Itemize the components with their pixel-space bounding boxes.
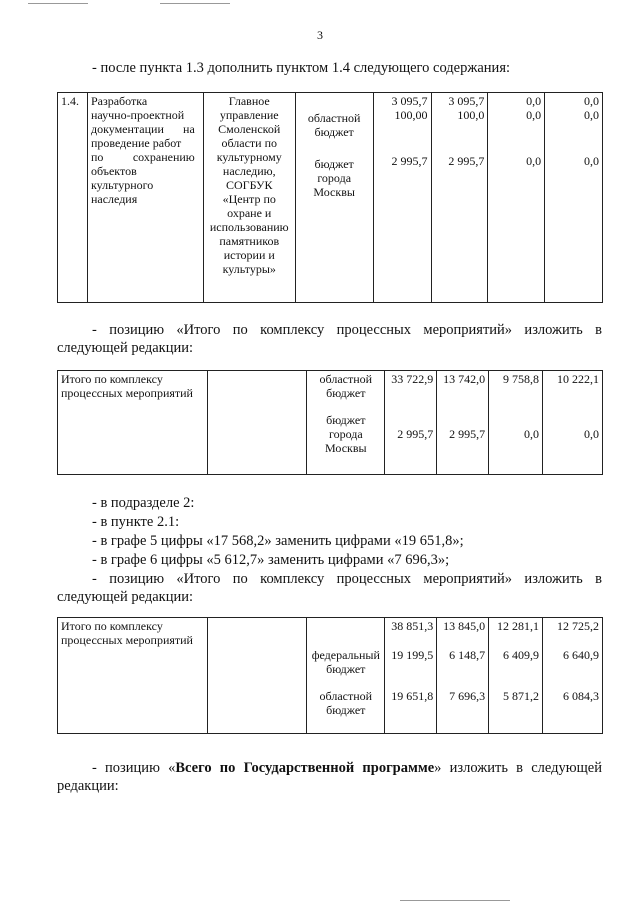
item-number: 1.4. (58, 93, 88, 303)
value-col-4: 12 725,2 6 640,9 6 084,3 (543, 618, 603, 734)
table-1 (57, 92, 603, 303)
program-name-bold: Всего по Государственной программе (175, 760, 435, 776)
paragraph-2: - позицию «Итого по комплексу процессных мероприятий» изложить в (92, 322, 602, 338)
value-col-2: 13 845,0 6 148,7 7 696,3 (437, 618, 489, 734)
paragraph-4: - позицию «Всего по Государственной программе» изложить в следующей (92, 760, 602, 776)
value-col-4: 10 222,1 0,0 (543, 371, 603, 475)
scan-mark (28, 3, 88, 4)
paragraph-4-cont: редакции: (57, 778, 119, 794)
value-col-1: 3 095,7 100,00 2 995,7 (373, 93, 431, 303)
funding-source-cell: областной бюджет бюджет города Москвы (307, 371, 385, 475)
item-name: Разработка научно-проектной документации на проведение работ по сохранению объектов культурного наследия (87, 93, 203, 303)
bullet-1: - в подразделе 2: (92, 495, 195, 511)
value-col-1: 38 851,3 19 199,5 19 651,8 (385, 618, 437, 734)
total-name: Итого по комплексу процессных мероприятий (58, 371, 208, 475)
value-col-2: 3 095,7 100,0 2 995,7 (431, 93, 488, 303)
value-col-2: 13 742,0 2 995,7 (437, 371, 489, 475)
total-name: Итого по комплексу процессных мероприятий (58, 618, 208, 734)
paragraph-3-cont: следующей редакции: (57, 589, 194, 605)
paragraph-2-cont: следующей редакции: (57, 340, 194, 356)
value-col-3: 9 758,8 0,0 (489, 371, 543, 475)
funding-source-cell: федеральный бюджет областной бюджет (307, 618, 385, 734)
scan-mark (160, 3, 230, 4)
value-col-1: 33 722,9 2 995,7 (385, 371, 437, 475)
bullet-3: - в графе 5 цифры «17 568,2» заменить цифрами «19 651,8»; (92, 533, 464, 549)
value-col-3: 0,0 0,0 0,0 (488, 93, 545, 303)
bullet-2: - в пункте 2.1: (92, 514, 180, 530)
page-number: 3 (317, 28, 323, 42)
value-col-4: 0,0 0,0 0,0 (545, 93, 603, 303)
funding-source-cell: областной бюджет бюджет города Москвы (295, 93, 373, 303)
paragraph-1: - после пункта 1.3 дополнить пунктом 1.4 следующего содержания: (92, 60, 511, 76)
empty-cell (207, 371, 307, 475)
paragraph-3: - позицию «Итого по комплексу процессных мероприятий» изложить в (92, 571, 602, 587)
empty-cell (207, 618, 307, 734)
scan-mark (400, 900, 510, 901)
value-col-3: 12 281,1 6 409,9 5 871,2 (489, 618, 543, 734)
table-2 (57, 370, 603, 475)
bullet-4: - в графе 6 цифры «5 612,7» заменить цифрами «7 696,3»; (92, 552, 450, 568)
table-3 (57, 617, 603, 734)
item-executor: Главное управление Смоленской области по культурному наследию, СОГБУК «Центр по охране и использованию памятников истории и культуры» (203, 93, 295, 303)
